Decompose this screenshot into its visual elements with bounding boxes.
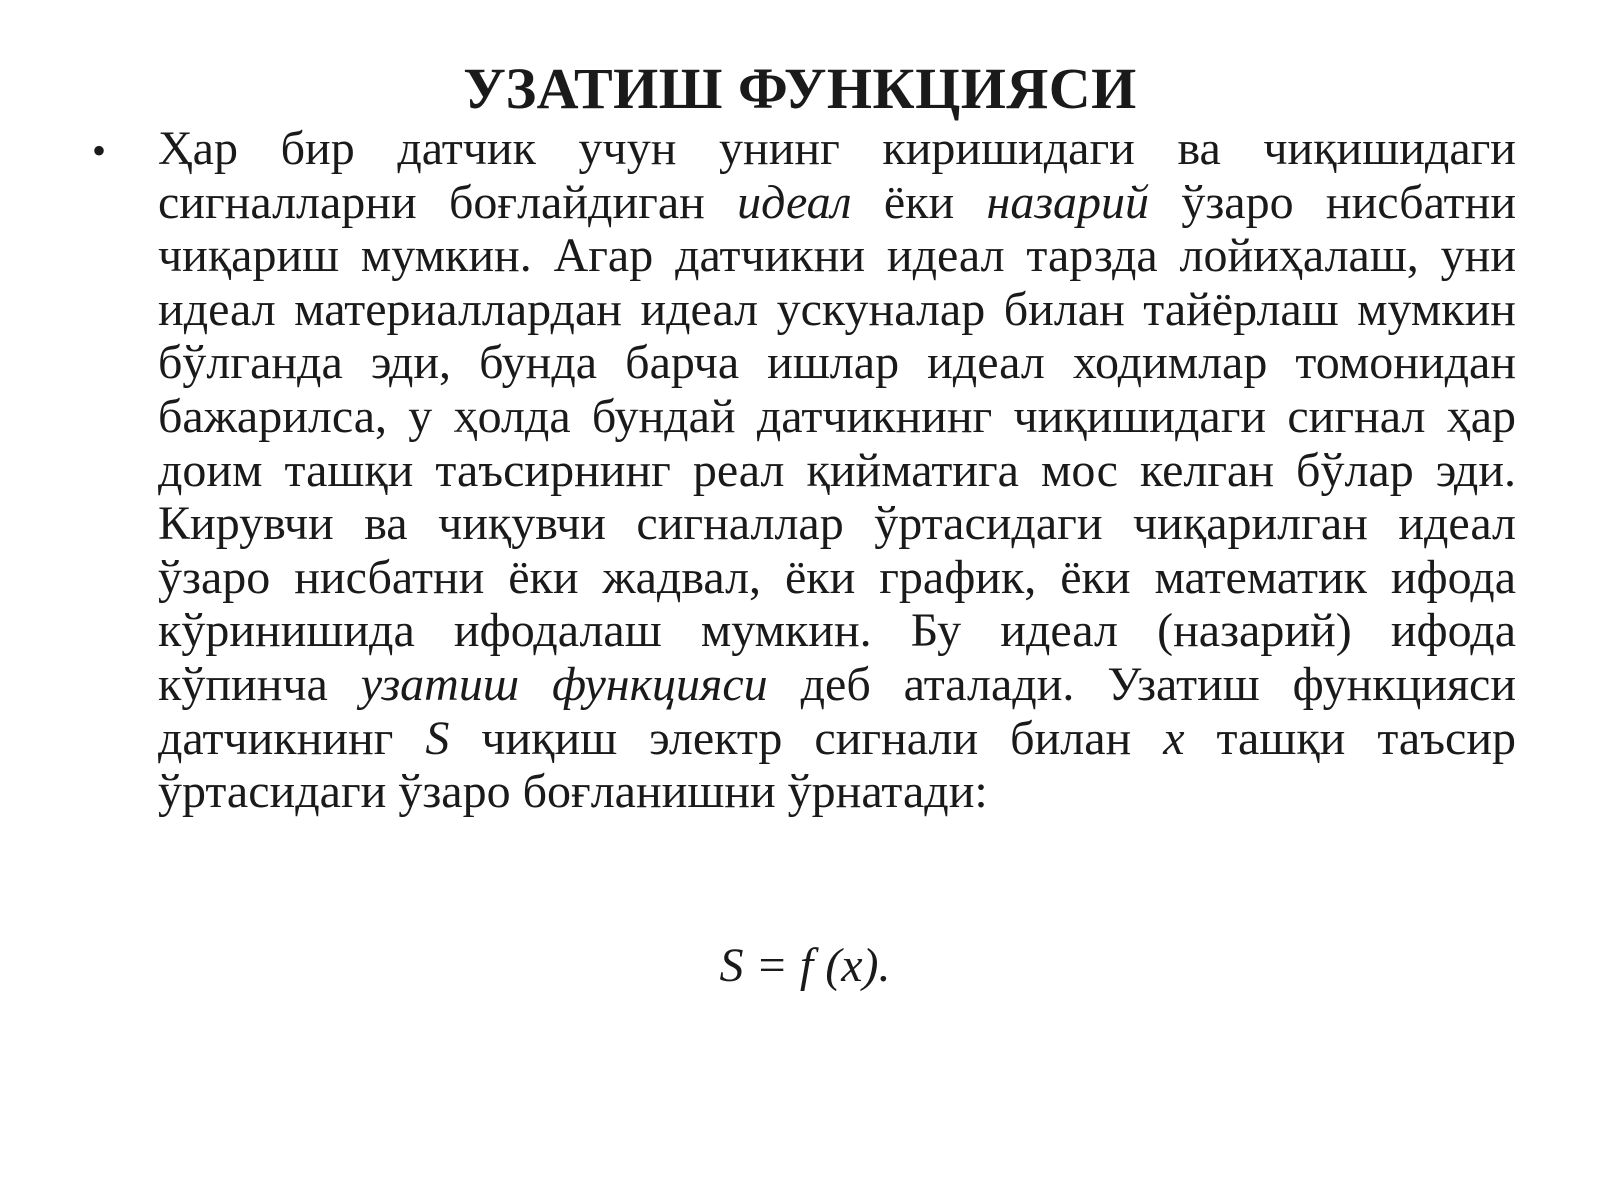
transfer-function-formula: S = f (x). [719,939,891,992]
paragraph-segment-italic: узатиш функцияси [360,657,768,711]
paragraph-segment-italic: x [1163,711,1185,765]
paragraph-segment: деб аталади. Узатиш функцияси датчикнинг [158,657,1517,765]
paragraph-segment-italic: S [425,711,450,765]
paragraph-segment: чиқиш электр сигнали билан [449,711,1164,765]
slide-title: УЗАТИШ ФУНКЦИЯСИ [463,56,1137,121]
body-paragraph [158,122,1516,819]
paragraph-segment-italic: идеал [737,175,852,229]
bullet-marker: • [92,128,107,173]
paragraph-segment: ёки [851,175,987,229]
paragraph-segment: Ҳар бир датчик учун унинг киришидаги ва чиқишидаги сигналларни боғлайдиган [158,122,1516,229]
paragraph-segment: ўзаро нисбатни чиқариш мумкин. Агар датчикни идеал тарзда лойиҳалаш, уни идеал материаллардан идеал ускуналар билан тайёрлаш мумкин бўлганда эди, бунда барча ишлар идеал ходимлар томонидан бажарилса, у ҳолда бундай датчикнинг чиқишидаги сигнал ҳар доим ташқи таъсирнинг реал қийматига мос келган бўлар эди. Кирувчи ва чиқувчи сигналлар ўртасидаги чиқарилган идеал ўзаро нисбатни ёки жадвал, ёки график, ёки математик ифода кўринишида ифодалаш мумкин. Бу идеал (назарий) ифода кўпинча [158,175,1517,711]
paragraph-segment-italic: назарий [986,175,1150,229]
paragraph-segment: ташқи таъсир ўртасидаги ўзаро боғланишни ўрнатади: [158,711,1517,819]
